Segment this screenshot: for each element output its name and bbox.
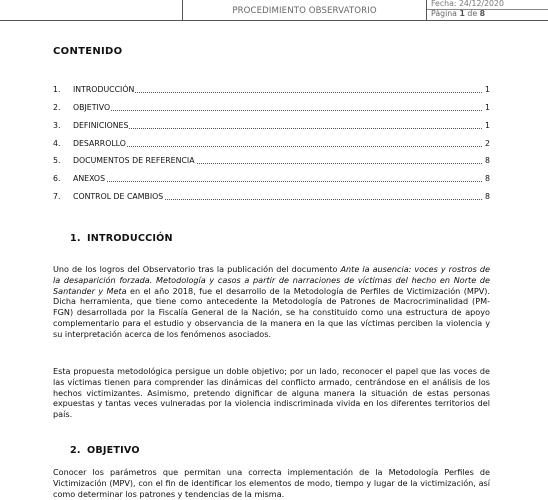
toc-entry-number: 3.	[53, 121, 61, 130]
toc-title: CONTENIDO	[53, 46, 123, 57]
toc-entry-label: DOCUMENTOS DE REFERENCIA	[73, 156, 195, 165]
toc-entry[interactable]	[53, 191, 490, 203]
objetivo-paragraph-1: Conocer los parámetros que permitan una correcta implementación de la Metodología Perfiles de Victimización (MPV), con el fin de identificar los elementos de modo, tiempo y lugar de la victimización, así como determinar los patrones y tendencias de la misma.	[53, 467, 490, 499]
toc-entry-page: 1	[485, 103, 490, 112]
toc-entry-page: 8	[485, 156, 490, 165]
toc-entry-page: 1	[485, 85, 490, 94]
page-prefix: Página	[431, 9, 460, 18]
header-title: PROCEDIMIENTO OBSERVATORIO	[183, 0, 427, 21]
toc-entry-page: 8	[485, 174, 490, 183]
page-total: 8	[479, 9, 486, 18]
toc-entry-page: 2	[485, 139, 490, 148]
toc-leader-dots	[73, 110, 482, 111]
toc-leader-dots	[73, 146, 482, 147]
header-date: Fecha: 24/12/2020	[431, 0, 504, 8]
intro-paragraph-1	[53, 264, 490, 340]
toc-entry-label: ANEXOS	[73, 174, 106, 183]
toc-entry-page: 1	[485, 121, 490, 130]
toc-entry-number: 6.	[53, 174, 61, 183]
toc-entry-number: 4.	[53, 139, 61, 148]
section-heading-objetivo	[70, 445, 140, 456]
toc-leader-dots	[73, 181, 482, 182]
header-page-number	[431, 9, 485, 18]
intro-p1-italic-title: Ante la ausencia: voces y rostros de la desaparición forzada. Metodología y casos a partir de narraciones de víctimas del hecho en Norte de Santander y Meta	[53, 264, 490, 296]
toc-entry[interactable]	[53, 102, 490, 114]
section-number: 1.	[70, 233, 81, 244]
toc-entry-page: 8	[485, 192, 490, 201]
toc-entry-label: CONTROL DE CAMBIOS	[73, 192, 164, 201]
page-current: 1	[459, 9, 465, 18]
toc-entry-number: 7.	[53, 192, 61, 201]
toc-entry-number: 2.	[53, 103, 61, 112]
toc-entry-label: DEFINICIONES	[73, 121, 129, 130]
toc-entry-number: 5.	[53, 156, 61, 165]
toc-leader-dots	[73, 128, 482, 129]
section-heading-introduccion	[70, 233, 173, 244]
section-title: OBJETIVO	[87, 445, 140, 456]
page-of: de	[464, 9, 480, 18]
intro-p1-text-cont: en el año 2018, fue el desarrollo de la Metodología de Perfiles de Victimización (MPV). Dicha herramienta, que tiene como antecedente la Metodología de Patrones de Macrocriminalidad (PM-FGN) desarrollada por la Fiscalía General de la Nación, se ha constituido como una estructura de apoyo complementario para el estudio y observancia de la manera en la que las víctimas perciben la violencia y su interpretación acerca de los fenómenos asociados.	[53, 285, 490, 339]
header-meta-cell	[427, 0, 548, 21]
toc-entry-label: OBJETIVO	[73, 103, 111, 112]
intro-p1-text: Uno de los logros del Observatorio tras la publicación del documento	[53, 264, 341, 274]
toc-entry[interactable]	[53, 173, 490, 185]
toc-entry-number: 1.	[53, 85, 61, 94]
section-title: INTRODUCCIÓN	[87, 233, 173, 244]
toc-entry[interactable]	[53, 120, 490, 132]
toc-entry-label: DESARROLLO	[73, 139, 126, 148]
document-header	[0, 0, 548, 22]
toc-entry[interactable]	[53, 84, 490, 96]
toc-entry[interactable]	[53, 155, 490, 167]
toc-entry-label: INTRODUCCIÓN	[73, 85, 135, 94]
intro-paragraph-2: Esta propuesta metodológica persigue un doble objetivo; por un lado, reconocer el papel que las voces de las víctimas tienen para comprender las dinámicas del conflicto armado, centrándose en el análisis de los hechos victimizantes. Asimismo, pretendo dignificar de alguna manera la situación de estas personas expuestas y tantas veces vulneradas por la violencia indiscriminada vivida en los diferentes territorios del país.	[53, 366, 490, 420]
header-logo-cell	[0, 0, 183, 21]
toc-entry[interactable]	[53, 138, 490, 150]
section-number: 2.	[70, 445, 81, 456]
